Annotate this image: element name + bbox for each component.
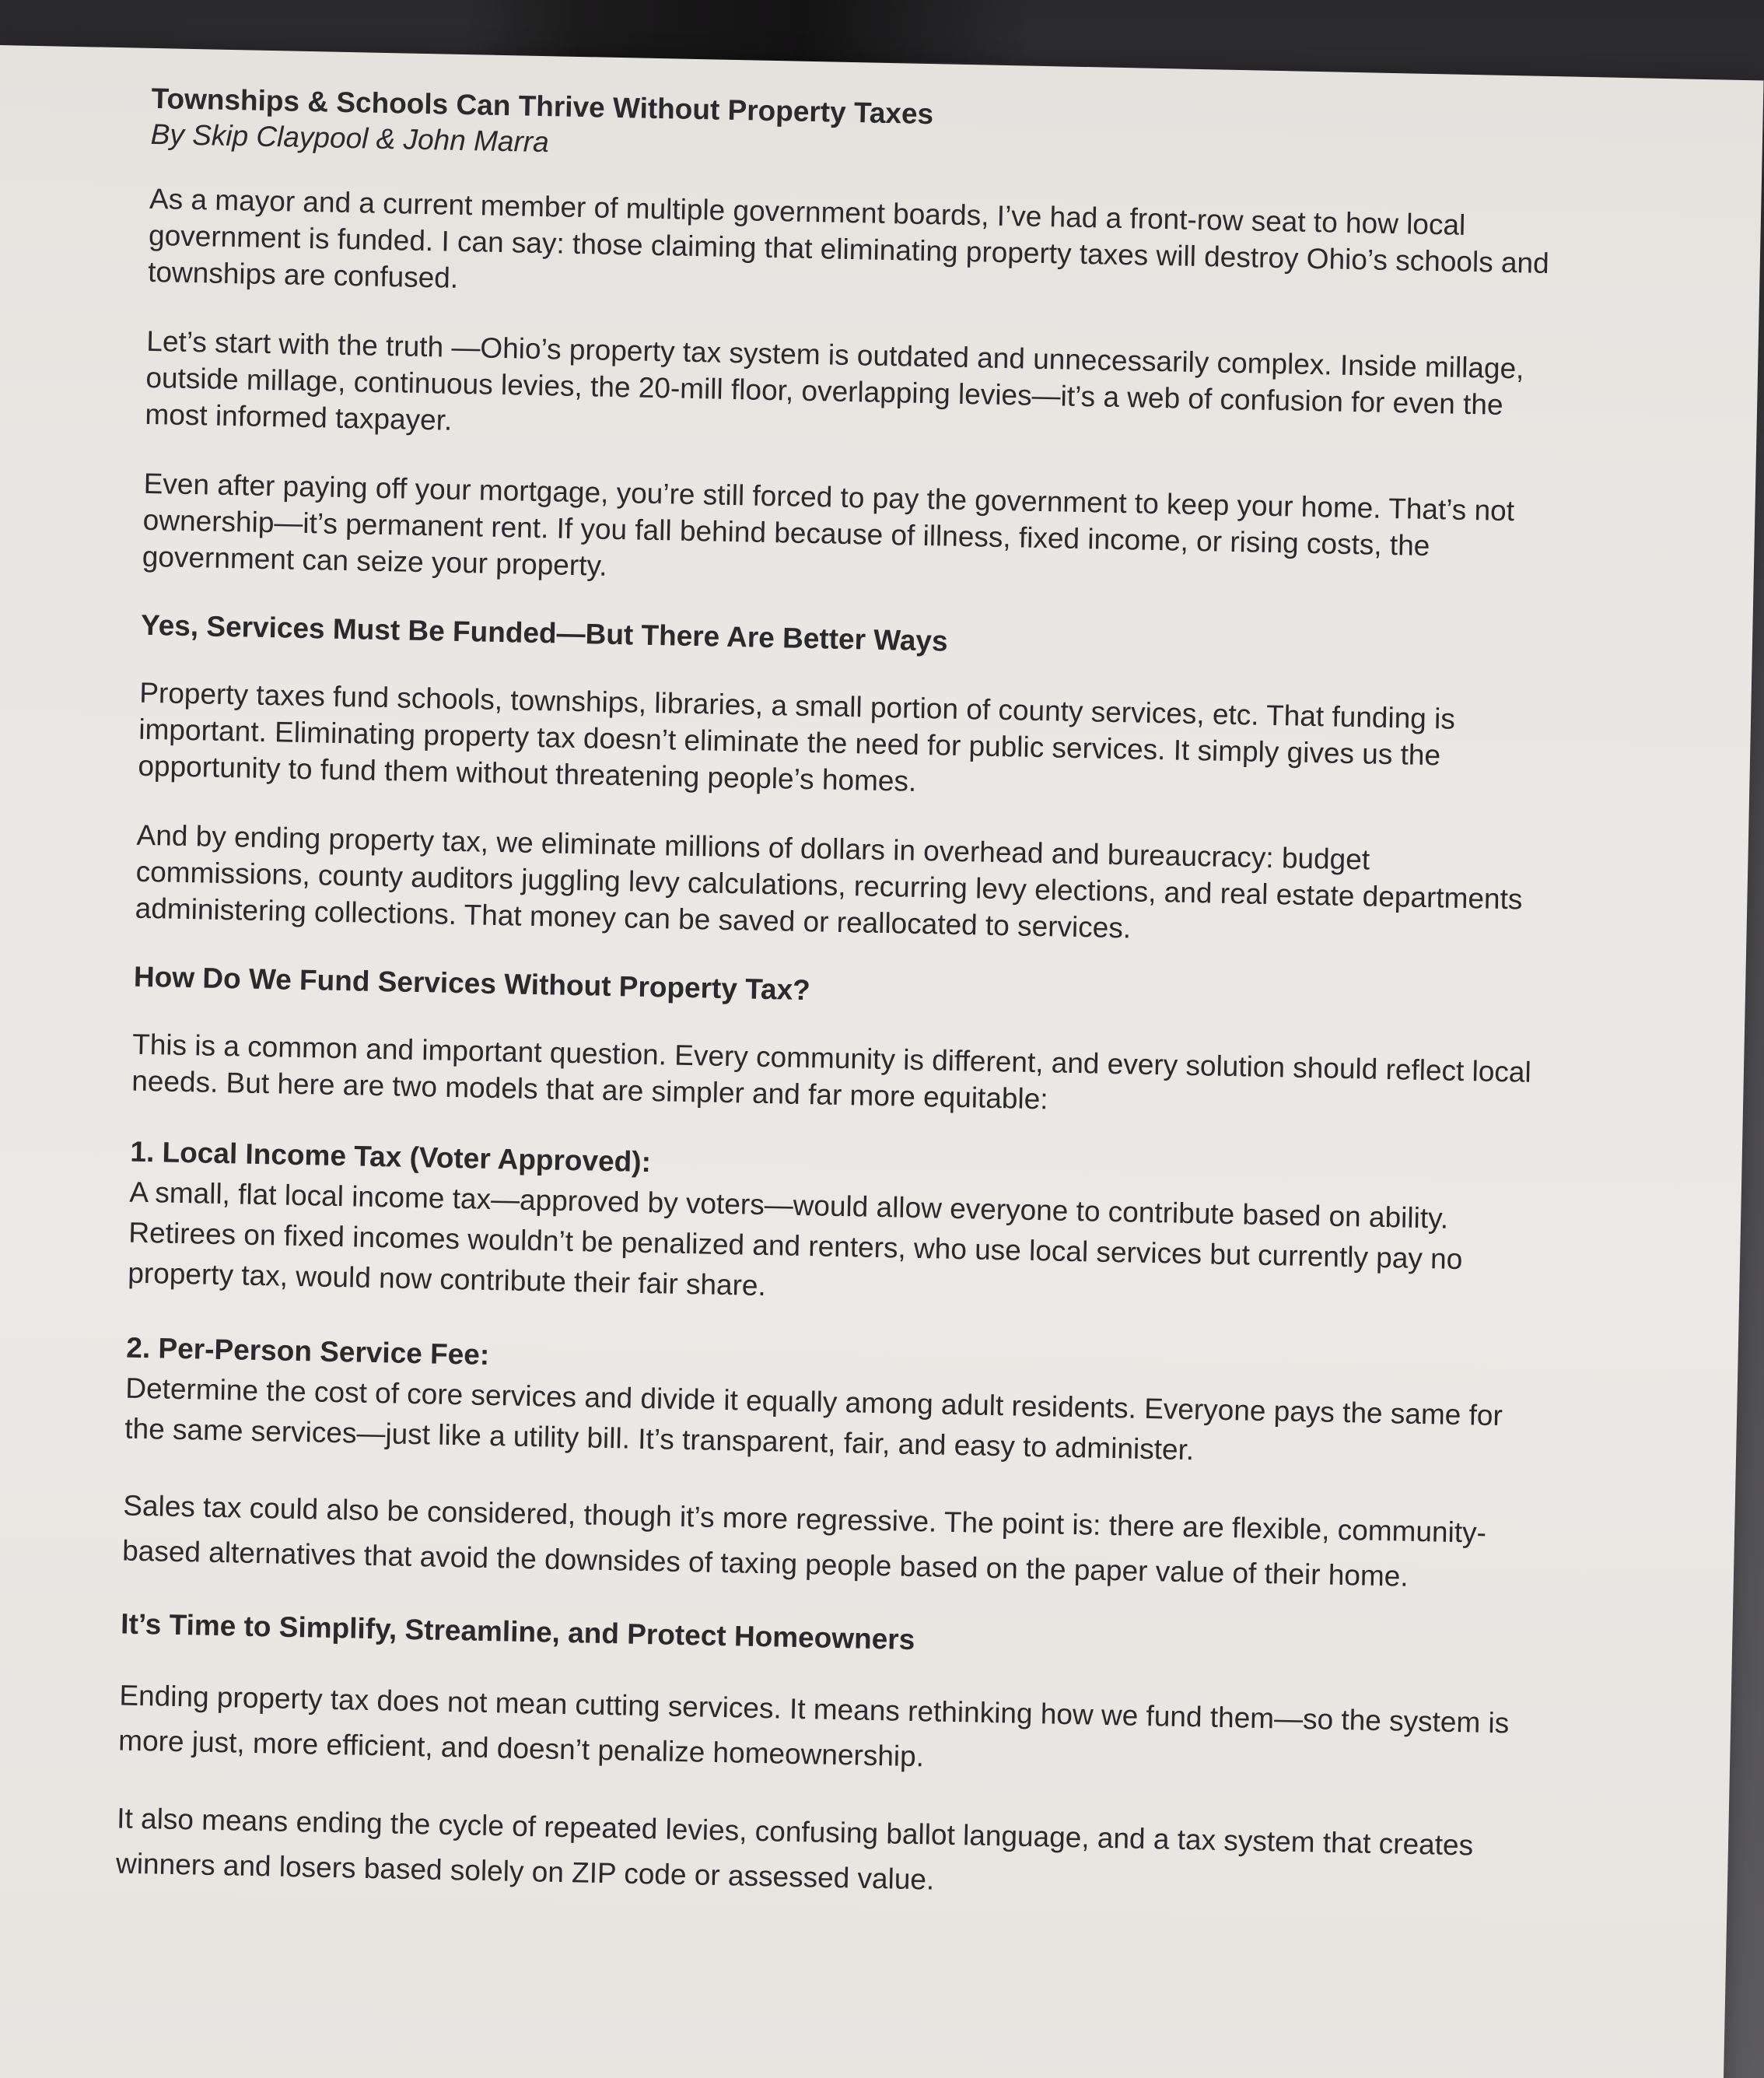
article-title: Townships & Schools Can Thrive Without Property Taxes: [151, 82, 934, 131]
article-byline: By Skip Claypool & John Marra: [150, 117, 550, 159]
paper-sheet: [0, 45, 1764, 2078]
model-title: 1. Local Income Tax (Voter Approved):: [130, 1135, 652, 1179]
background-shadow: [467, 0, 1027, 62]
heading-how-fund: How Do We Fund Services Without Property Tax?: [133, 960, 811, 1007]
model-text: A small, flat local income tax—approved by voters—would allow everyone to contribute based on ability. Retirees on fixed incomes wouldn’t be penalized and renters, who use local services but currently pay no property tax, would now contribute their fair share.: [127, 1176, 1463, 1302]
closing-section: [116, 1484, 1539, 1915]
paragraph-intro: As a mayor and a current member of multiple government boards, I’ve had a front-row seat to how local government is funded. I can say: those claiming that eliminating property taxes will destroy Ohio’s schools and townships are confused.: [147, 182, 1550, 294]
paragraph-overhead: And by ending property tax, we eliminate millions of dollars in overhead and bureaucracy: budget commissions, county auditors juggling levy calculations, recurring levy elections, and real estate departments administering collections. That money can be saved or reallocated to services.: [135, 818, 1523, 944]
model-text: Determine the cost of core services and divide it equally among adult residents. Everyone pays the same for the same services—just like a utility bill. It’s transparent, fair, and easy to administer.: [124, 1372, 1503, 1467]
heading-simplify: It’s Time to Simplify, Streamline, and Protect Homeowners: [120, 1607, 915, 1656]
model-per-person-fee: [124, 1328, 1542, 1477]
paragraph-truth: Let’s start with the truth —Ohio’s property tax system is outdated and unnecessarily complex. Inside millage, outside millage, continuous levies, the 20-mill floor, overlapping levies—it’s a web of confusion for even the most informed taxpayer.: [145, 324, 1524, 436]
model-local-income-tax: [128, 1132, 1546, 1322]
paragraph-mortgage: Even after paying off your mortgage, you’re still forced to pay the government to keep your home. That’s not ownership—it’s permanent rent. If you fall behind because of illness, fixed income, or rising costs, the government can seize your property.: [142, 467, 1515, 582]
heading-services-funded: Yes, Services Must Be Funded—But There Are Better Ways: [140, 608, 948, 657]
paragraph-ending: Ending property tax does not mean cutting services. It means rethinking how we fund them—so the system is more just, more efficient, and doesn’t penalize homeownership.: [117, 1679, 1510, 1773]
article-body: [115, 81, 1567, 1947]
paragraph-question: This is a common and important question. Every community is different, and every solution should reflect local needs. But here are two models that are simpler and far more equitable:: [131, 1028, 1532, 1116]
paragraph-cycle: It also means ending the cycle of repeated levies, confusing ballot language, and a tax system that creates winners and losers based solely on ZIP code or assessed value.: [115, 1802, 1474, 1896]
paragraph-funding: Property taxes fund schools, townships, libraries, a small portion of county services, etc. That funding is important. Eliminating property tax doesn’t eliminate the need for public services. It simply gives us the opportunity to fund them without threatening people’s homes.: [138, 676, 1456, 797]
paragraph-sales-tax: Sales tax could also be considered, though it’s more regressive. The point is: there are flexible, community-based alternatives that avoid the downsides of taxing people based on the paper value of their home.: [121, 1489, 1487, 1593]
model-title: 2. Per-Person Service Fee:: [126, 1331, 490, 1371]
